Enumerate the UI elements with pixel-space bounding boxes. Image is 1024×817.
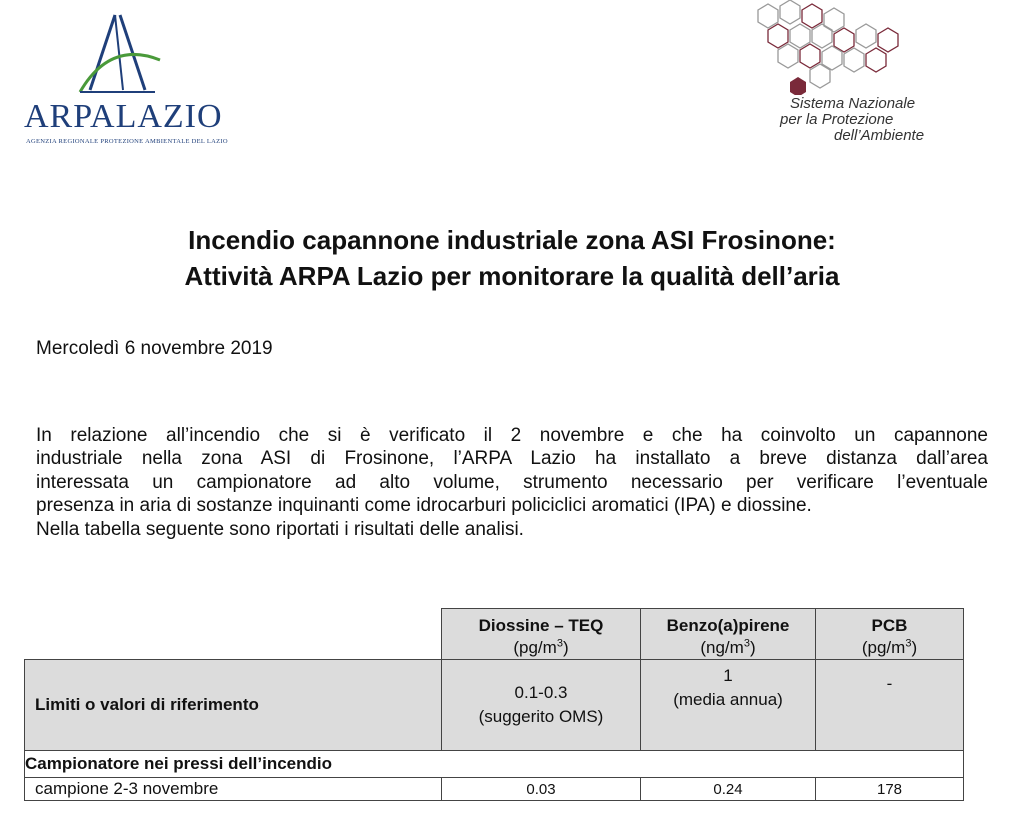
limits-label: Limiti o valori di riferimento	[25, 660, 442, 751]
section-row	[25, 751, 964, 778]
snpa-line-3: dell’Ambiente	[834, 127, 925, 144]
snpa-logo	[738, 0, 988, 150]
column-name: PCB	[871, 616, 908, 635]
snpa-line-1: Sistema Nazionale	[790, 95, 916, 112]
arpa-lazio-wordmark: ARPALAZIO	[24, 98, 223, 135]
body-closing: Nella tabella seguente sono riportati i risultati delle analisi.	[36, 518, 524, 540]
page-title	[0, 222, 1024, 294]
column-header-pcb	[816, 609, 964, 660]
column-name: Benzo(a)pirene	[666, 616, 790, 635]
column-unit: $(pg/m^3)$	[861, 637, 918, 657]
column-unit: $(ng/m^3)$	[700, 637, 756, 657]
title-line-2: Attività ARPA Lazio per monitorare la qualità dell’aria	[184, 261, 840, 291]
table-header-row	[25, 609, 964, 660]
body-paragraph	[36, 424, 988, 541]
arpa-lazio-emblem-icon	[20, 10, 210, 100]
title-line-1: Incendio capannone industriale zona ASI Frosinone:	[188, 225, 836, 255]
hexagon-cluster-icon	[738, 0, 988, 95]
body-line: In relazione all’incendio che si è verificato il 2 novembre e che ha coinvolto un capannone	[36, 425, 988, 446]
body-line: interessata un campionatore ad alto volume, strumento necessario per verificare l’eventuale	[36, 471, 988, 493]
arpa-lazio-logo	[20, 10, 228, 150]
table-row	[25, 778, 964, 801]
sample-value-diossine: 0.03	[442, 778, 641, 801]
limit-value-diossine: 0.1-0.3 (suggerito OMS)	[442, 660, 641, 751]
column-header-diossine	[442, 609, 641, 660]
snpa-line-2: per la Protezione	[780, 111, 894, 128]
body-line: industriale nella zona ASI di Frosinone, l’ARPA Lazio ha installato a breve distanza dall’area	[36, 448, 988, 470]
sample-value-pcb: 178	[816, 778, 964, 801]
limits-row	[25, 660, 964, 751]
section-label: Campionatore nei pressi dell’incendio	[25, 751, 964, 778]
arpa-lazio-subtitle: AGENZIA REGIONALE PROTEZIONE AMBIENTALE DEL LAZIO	[26, 138, 228, 145]
results-table	[24, 608, 964, 801]
sample-value-benzoapirene: 0.24	[641, 778, 816, 801]
column-unit: $(pg/m^3)$	[513, 637, 569, 657]
column-name: Diossine – TEQ	[478, 616, 604, 635]
limit-value-benzoapirene: 1 (media annua)	[641, 660, 816, 751]
publication-date: Mercoledì 6 novembre 2019	[36, 338, 273, 359]
limit-value-pcb: -	[816, 660, 964, 751]
column-header-benzoapirene	[641, 609, 816, 660]
sample-label: campione 2-3 novembre	[25, 778, 442, 801]
table-header-empty	[25, 609, 442, 660]
body-line: presenza in aria di sostanze inquinanti come idrocarburi policiclici aromatici (IPA) e diossine.	[36, 495, 812, 517]
